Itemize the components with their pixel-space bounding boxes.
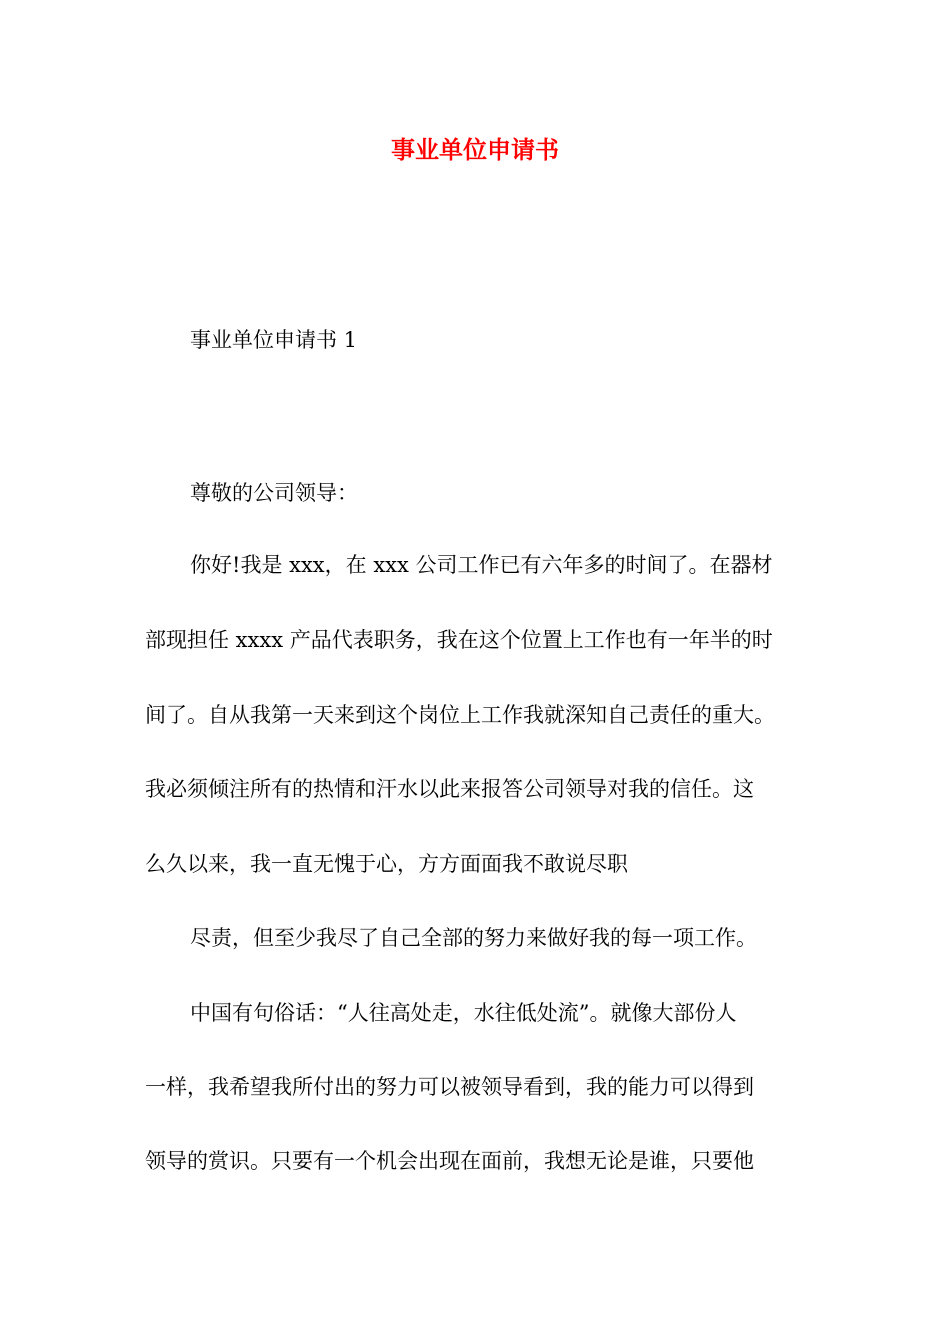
paragraph-line: 间了。自从我第一天来到这个岗位上工作我就深知自己责任的重大。 — [145, 703, 775, 727]
paragraph-line: 中国有句俗话：“人往高处走，水往低处流”。就像大部份人 — [190, 1001, 737, 1025]
paragraph-line: 一样，我希望我所付出的努力可以被领导看到，我的能力可以得到 — [145, 1075, 754, 1099]
paragraph-line: 我必须倾注所有的热情和汗水以此来报答公司领导对我的信任。这 — [145, 777, 754, 801]
paragraph-line: 领导的赏识。只要有一个机会出现在面前，我想无论是谁，只要他 — [145, 1149, 754, 1173]
paragraph-line: 尽责，但至少我尽了自己全部的努力来做好我的每一项工作。 — [190, 926, 757, 950]
section-heading: 事业单位申请书 1 — [190, 328, 358, 352]
document-title: 事业单位申请书 — [391, 135, 559, 164]
paragraph-line: 你好!我是 xxx，在 xxx 公司工作已有六年多的时间了。在器材 — [190, 553, 773, 577]
paragraph-line: 么久以来，我一直无愧于心，方方面面我不敢说尽职 — [145, 852, 628, 876]
paragraph-line: 部现担任 xxxx 产品代表职务，我在这个位置上工作也有一年半的时 — [145, 628, 773, 652]
salutation: 尊敬的公司领导： — [190, 481, 358, 505]
